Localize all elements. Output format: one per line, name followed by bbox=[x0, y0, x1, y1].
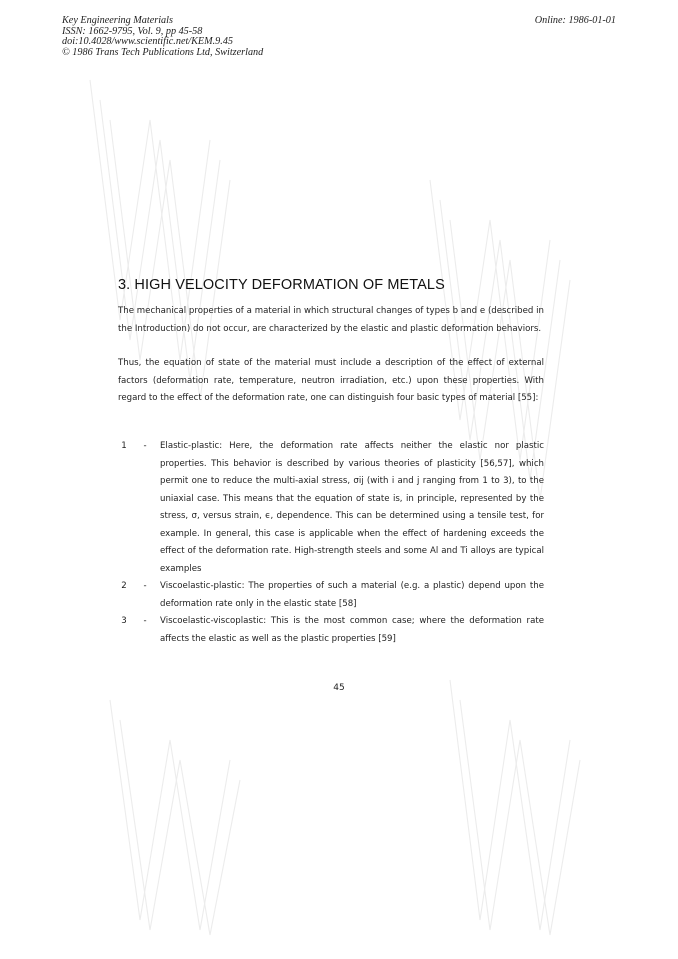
list-item-text: Viscoelastic-viscoplastic: This is the most common case; where the deformation rate affects the elastic as well as the plastic properties [59] bbox=[160, 616, 544, 644]
list-item-number: 2 bbox=[121, 581, 127, 591]
list-item bbox=[118, 613, 544, 648]
list-item-number: 1 bbox=[121, 441, 127, 451]
online-date: Online: 1986-01-01 bbox=[534, 15, 616, 26]
list-item-number: 3 bbox=[121, 616, 127, 626]
list-item-text: Elastic-plastic: Here, the deformation rate affects neither the elastic nor plastic properties. This behavior is described by various theories of plasticity [56,57], which permit one to reduce the multi-axial stress, σij (with i and j ranging from 1 to 3), to the uniaxial case. This means that the equation of state is, in principle, represented by the stress, σ, versus strain, ϵ, dependence. This can be determined using a tensile test, for example. In general, this case is applicable when the effect of hardening exceeds the effect of the deformation rate. High-strength steels and some Al and Ti alloys are typical examples bbox=[160, 441, 544, 574]
doi-line: doi:10.4028/www.scientific.net/KEM.9.45 bbox=[62, 36, 234, 47]
list-item-dash: - bbox=[143, 581, 147, 591]
page-number: 45 bbox=[333, 683, 345, 693]
list-item-dash: - bbox=[143, 441, 147, 451]
section-heading: 3. HIGH VELOCITY DEFORMATION OF METALS bbox=[118, 277, 445, 293]
citation-header bbox=[62, 16, 263, 58]
list-item-dash: - bbox=[143, 616, 147, 626]
list-item bbox=[118, 578, 544, 613]
list-item bbox=[118, 438, 544, 578]
copyright-line: © 1986 Trans Tech Publications Ltd, Switzerland bbox=[62, 46, 264, 58]
list-item-text: Viscoelastic-plastic: The properties of such a material (e.g. a plastic) depend upon the deformation rate only in the elastic state [58] bbox=[160, 581, 544, 609]
journal-name: Key Engineering Materials bbox=[62, 15, 173, 26]
paragraph-1: The mechanical properties of a material in which structural changes of types b and e (described in the Introduction) do not occur, are characterized by the elastic and plastic deformation behaviors. bbox=[118, 306, 544, 334]
paragraph-2: Thus, the equation of state of the material must include a description of the effect of external factors (deformation rate, temperature, neutron irradiation, etc.) upon these properties. With regard to the effect of the deformation rate, one can distinguish four basic types of material [55]: bbox=[118, 358, 544, 403]
material-types-list bbox=[118, 438, 544, 648]
issn-line: ISSN: 1662-9795, Vol. 9, pp 45-58 bbox=[62, 25, 203, 37]
